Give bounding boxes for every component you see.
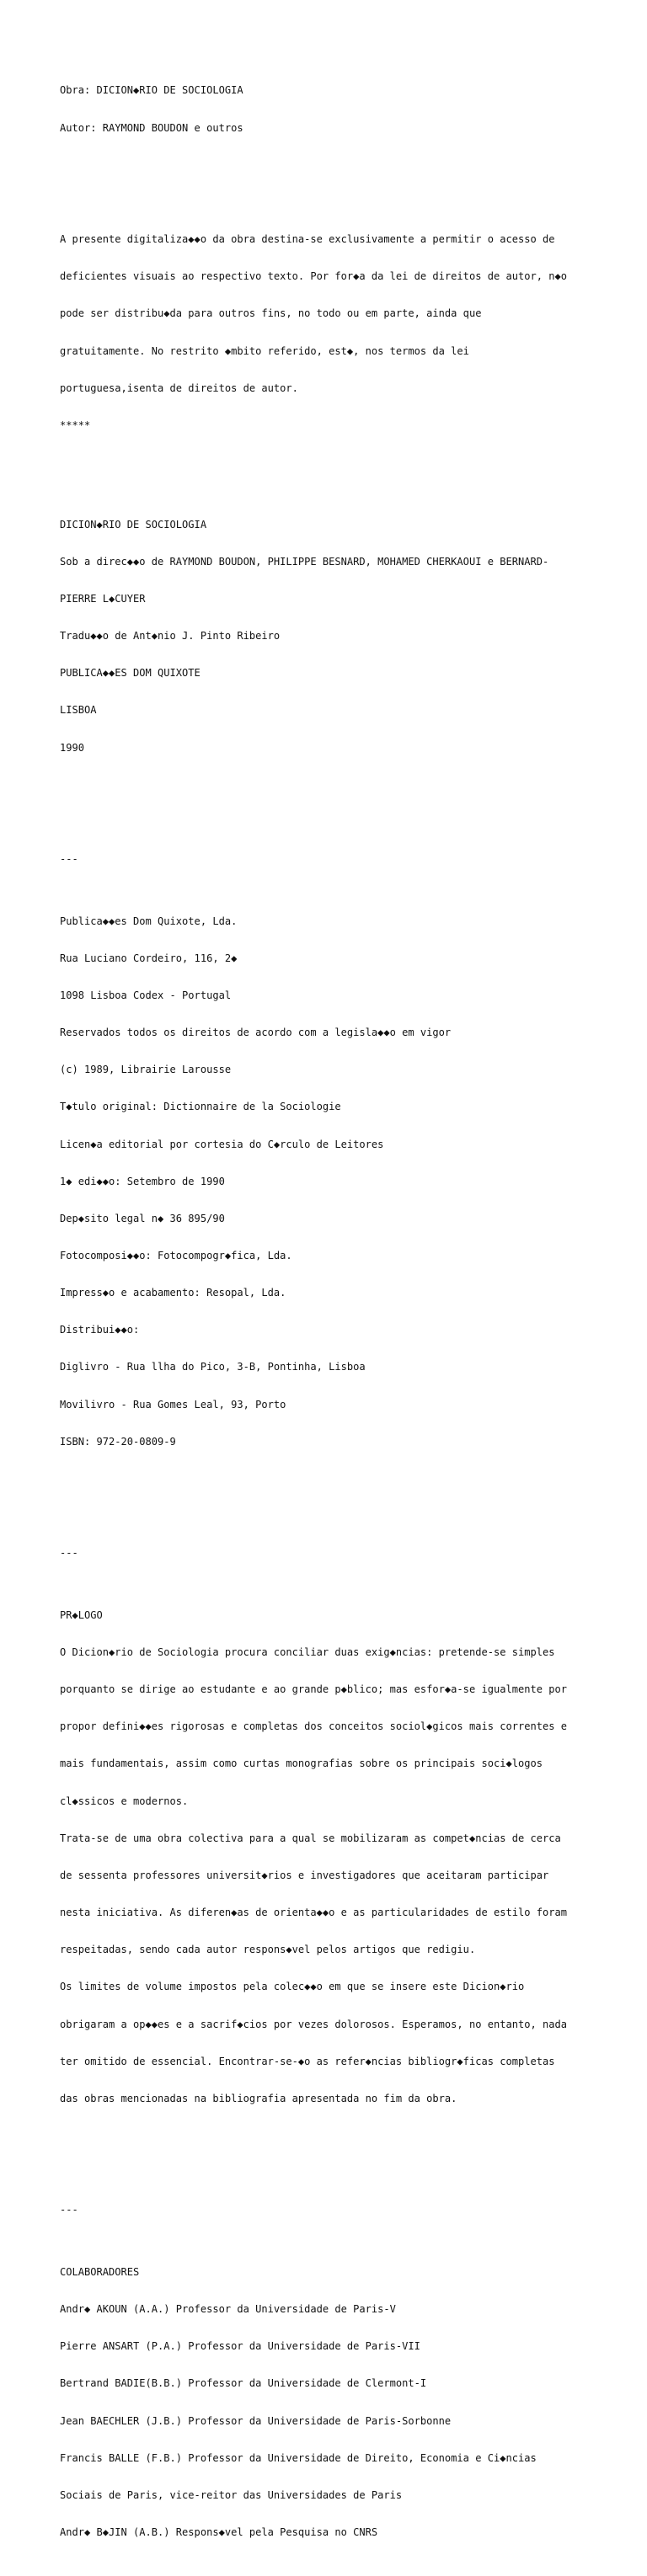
publisher-line: T◆tulo original: Dictionnaire de la Sociologie [60,1101,341,1113]
notice-line: deficientes visuais ao respectivo texto. Por for◆a da lei de direitos de autor, n◆o [60,270,567,283]
prologue-line: cl◆ssicos e modernos. [60,1795,189,1807]
publisher-line: Movilivro - Rua Gomes Leal, 93, Porto [60,1398,286,1411]
notice-line: pode ser distribu◆da para outros fins, no todo ou em parte, ainda que [60,307,482,320]
book-title: DICION◆RIO DE SOCIOLOGIA [60,518,207,531]
publisher-line: Diglivro - Rua llha do Pico, 3-B, Pontinha, Lisboa [60,1361,366,1373]
collaborators-heading: COLABORADORES [60,2265,140,2278]
prologue-line: ter omitido de essencial. Encontrar-se-◆o as refer◆ncias bibliogr◆ficas completas [60,2055,555,2067]
notice-line: gratuitamente. No restrito ◆mbito referido, est◆, nos termos da lei [60,344,469,357]
publisher-line: Publica◆◆es Dom Quixote, Lda. [60,915,238,927]
collaborator-line: Andr◆ AKOUN (A.A.) Professor da Universidade de Paris-V [60,2303,396,2316]
publisher-line: Reservados todos os direitos de acordo com a legisla◆◆o em vigor [60,1027,452,1039]
publisher-block [60,890,599,1473]
prologue-line: propor defini◆◆es rigorosas e completas dos conceitos sociol◆gicos mais correntes e [60,1720,567,1733]
asterisk-divider: ***** [60,419,91,431]
publisher-name: PUBLICA◆◆ES DOM QUIXOTE [60,667,201,680]
collaborator-line: Pierre ANSART (P.A.) Professor da Universidade de Paris-VII [60,2340,420,2353]
section-separator: --- [60,1547,78,1560]
collaborator-line: Andr◆ B◆JIN (A.B.) Respons◆vel pela Pesquisa no CNRS [60,2526,378,2539]
prologue-line: das obras mencionadas na bibliografia apresentada no fim da obra. [60,2092,457,2104]
publisher-line: Distribui◆◆o: [60,1324,140,1336]
city-line: LISBOA [60,704,97,717]
collaborator-line: Sociais de Paris, vice-reitor das Universidades de Paris [60,2488,403,2501]
publisher-line: Fotocomposi◆◆o: Fotocompogr◆fica, Lda. [60,1250,292,1261]
prologue-line: de sessenta professores universit◆rios e investigadores que aceitaram participar [60,1869,549,1881]
publisher-line: 1098 Lisboa Codex - Portugal [60,989,232,1001]
section-separator: --- [60,2204,78,2216]
publisher-line: 1◆ edi◆◆o: Setembro de 1990 [60,1175,225,1187]
year-line: 1990 [60,741,85,754]
work-title-line: Obra: DICION◆RIO DE SOCIOLOGIA [60,84,243,97]
editors-line: PIERRE L◆CUYER [60,592,146,605]
prologue-line: mais fundamentais, assim como curtas monografias sobre os principais soci◆logos [60,1757,543,1770]
collaborator-line: Bertrand BADIE(B.B.) Professor da Universidade de Clermont-I [60,2377,427,2390]
document-text [60,60,599,2576]
section-separator: --- [60,853,78,865]
collaborators-section [60,2242,599,2564]
prologue-line: Trata-se de uma obra colectiva para a qual se mobilizaram as compet◆ncias de cerca [60,1832,561,1844]
editors-line: Sob a direc◆◆o de RAYMOND BOUDON, PHILIPPE BESNARD, MOHAMED CHERKAOUI e BERNARD- [60,555,549,568]
publisher-line: Impress◆o e acabamento: Resopal, Lda. [60,1287,286,1299]
prologue-heading: PR◆LOGO [60,1608,103,1621]
notice-line: portuguesa,isenta de direitos de autor. [60,381,298,394]
title-block [60,493,599,779]
publisher-line: Rua Luciano Cordeiro, 116, 2◆ [60,952,238,964]
blank-line [60,803,599,816]
blank-line [60,159,599,172]
prologue-line: obrigaram a op◆◆es e a sacrif◆cios por vezes dolorosos. Esperamos, no entanto, nada [60,2018,567,2030]
prologue-line: nesta iniciativa. As diferen◆as de orienta◆◆o e as particularidades de estilo foram [60,1907,567,1919]
prologue-line: O Dicion◆rio de Sociologia procura conciliar duas exig◆ncias: pretende-se simples [60,1646,555,1658]
prologue-section [60,1584,599,2130]
prologue-line: Os limites de volume impostos pela colec◆◆o em que se insere este Dicion◆rio [60,1981,525,1993]
translator-line: Tradu◆◆o de Ant◆nio J. Pinto Ribeiro [60,630,281,643]
collaborator-line: Francis BALLE (F.B.) Professor da Universidade de Direito, Economia e Ci◆ncias [60,2451,537,2464]
author-line: Autor: RAYMOND BOUDON e outros [60,121,243,134]
blank-line [60,2154,599,2167]
digitization-notice [60,209,599,456]
publisher-line: ISBN: 972-20-0809-9 [60,1435,176,1448]
prologue-line: respeitadas, sendo cada autor respons◆vel pelos artigos que redigiu. [60,1944,476,1956]
publisher-line: (c) 1989, Librairie Larousse [60,1064,232,1076]
blank-line [60,1497,599,1510]
collaborator-line: Jean BAECHLER (J.B.) Professor da Universidade de Paris-Sorbonne [60,2414,452,2427]
notice-line: A presente digitaliza◆◆o da obra destina-se exclusivamente a permitir o acesso de [60,233,555,246]
publisher-line: Dep◆sito legal n◆ 36 895/90 [60,1212,225,1224]
publisher-line: Licen◆a editorial por cortesia do C◆rculo de Leitores [60,1138,384,1150]
prologue-line: porquanto se dirige ao estudante e ao grande p◆blico; mas esfor◆a-se igualmente por [60,1683,567,1696]
